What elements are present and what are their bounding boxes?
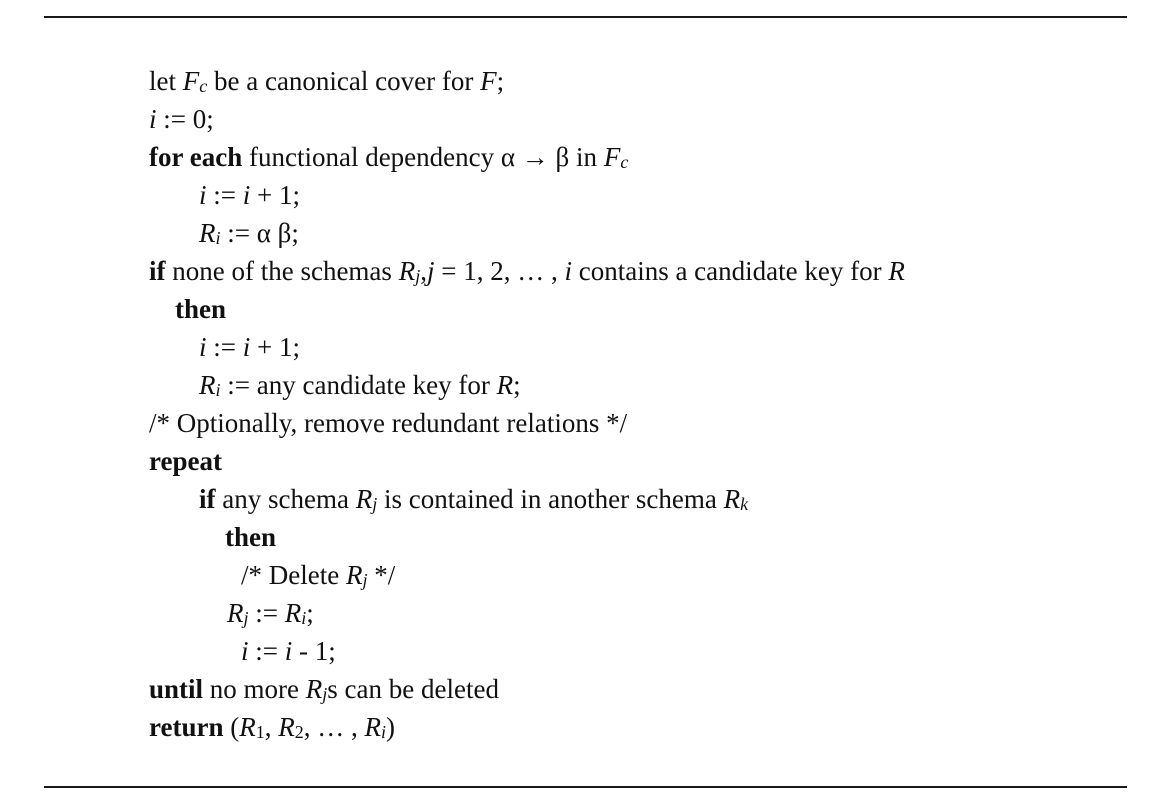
algo-line-9: $R_i$ := any candidate key for R; — [199, 370, 521, 400]
algo-line-11 — [149, 442, 905, 480]
algo-line-2: i := 0; — [149, 104, 214, 134]
algo-line-8: i := i + 1; — [199, 332, 300, 362]
algo-line-5: $R_i$ := α β; — [199, 218, 299, 248]
algo-line-3: for each functional dependency α → β in $F_c$ — [149, 142, 629, 172]
keyword-repeat: repeat — [149, 446, 222, 476]
algo-line-1: let $F_c$ be a canonical cover for F; — [149, 66, 505, 96]
keyword-return: return — [149, 712, 224, 742]
keyword-for-each: for each — [149, 142, 243, 172]
keyword-then: then — [175, 294, 227, 324]
algo-line-13 — [149, 518, 905, 556]
comment-optional: /* Optionally, remove redundant relations */ — [149, 408, 628, 438]
algo-line-10 — [149, 404, 905, 442]
algo-line-16: i := i - 1; — [241, 636, 336, 666]
algo-line-14: /* Delete $R_j$ */ — [241, 560, 396, 590]
algo-line-4: i := i + 1; — [199, 180, 300, 210]
top-rule — [44, 16, 1127, 18]
algorithm-block — [149, 62, 905, 746]
keyword-then: then — [225, 522, 277, 552]
algo-line-6: if none of the schemas $R_j,j = 1$, 2, … , i contains a candidate key for R — [149, 256, 905, 286]
keyword-if: if — [149, 256, 166, 286]
algo-line-12: if any schema $R_j$ is contained in another schema $R_k$ — [199, 484, 749, 514]
algo-line-18: return ($R_1$, $R_2$, … , $R_i$) — [149, 712, 396, 742]
keyword-until: until — [149, 674, 204, 704]
keyword-if: if — [199, 484, 216, 514]
algo-line-7 — [149, 290, 905, 328]
algo-line-17: until no more $R_js$ can be deleted — [149, 674, 499, 704]
algo-line-15: $R_j$ := $R_i$; — [227, 598, 314, 628]
bottom-rule — [44, 786, 1127, 788]
